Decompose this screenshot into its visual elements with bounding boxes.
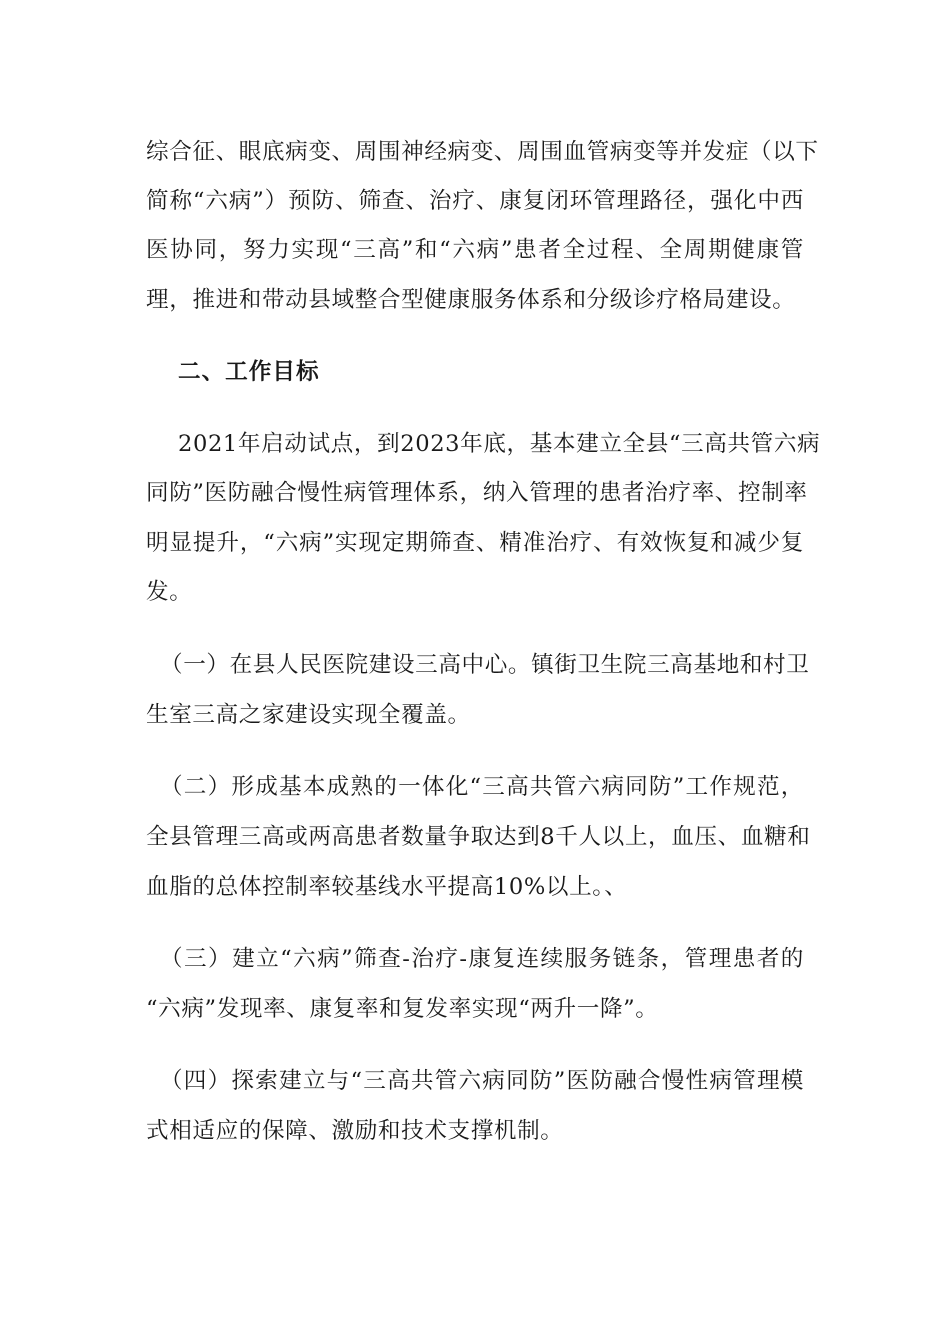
item-2-line-3: 血脂的总体控制率较基线水平提高10%以上。、 bbox=[146, 874, 628, 900]
item-3-line-1: （三）建立“六病”筛查-治疗-康复连续服务链条，管理患者的 bbox=[160, 946, 804, 972]
goal-para-line-4: 发。 bbox=[146, 579, 193, 605]
goal-para-line-3: 明显提升，“六病”实现定期筛查、精准治疗、有效恢复和减少复 bbox=[146, 530, 804, 556]
goal-para-line-1: 2021年启动试点，到2023年底，基本建立全县“三高共管六病 bbox=[178, 431, 821, 457]
item-3-line-2: “六病”发现率、康复率和复发率实现“两升一降”。 bbox=[146, 996, 659, 1022]
item-4-line-1: （四）探索建立与“三高共管六病同防”医防融合慢性病管理模 bbox=[160, 1068, 804, 1094]
goal-para-line-2: 同防”医防融合慢性病管理体系，纳入管理的患者治疗率、控制率 bbox=[146, 480, 808, 506]
intro-line-4: 理，推进和带动县域整合型健康服务体系和分级诊疗格局建设。 bbox=[146, 287, 796, 313]
item-2-line-1: （二）形成基本成熟的一体化“三高共管六病同防”工作规范， bbox=[160, 774, 804, 800]
item-1-line-2: 生室三高之家建设实现全覆盖。 bbox=[146, 702, 471, 728]
item-2-line-2: 全县管理三高或两高患者数量争取达到8千人以上，血压、血糖和 bbox=[146, 824, 811, 850]
item-1-line-1: （一）在县人民医院建设三高中心。镇街卫生院三高基地和村卫 bbox=[160, 652, 810, 678]
intro-line-3: 医协同，努力实现“三高”和“六病”患者全过程、全周期健康管 bbox=[146, 237, 804, 263]
intro-line-1: 综合征、眼底病变、周围神经病变、周围血管病变等并发症（以下 bbox=[146, 139, 819, 165]
intro-line-2: 简称“六病”）预防、筛查、治疗、康复闭环管理路径，强化中西 bbox=[146, 188, 804, 214]
item-4-line-2: 式相适应的保障、激励和技术支撑机制。 bbox=[146, 1118, 564, 1144]
section-heading-work-goals: 二、工作目标 bbox=[178, 359, 320, 385]
